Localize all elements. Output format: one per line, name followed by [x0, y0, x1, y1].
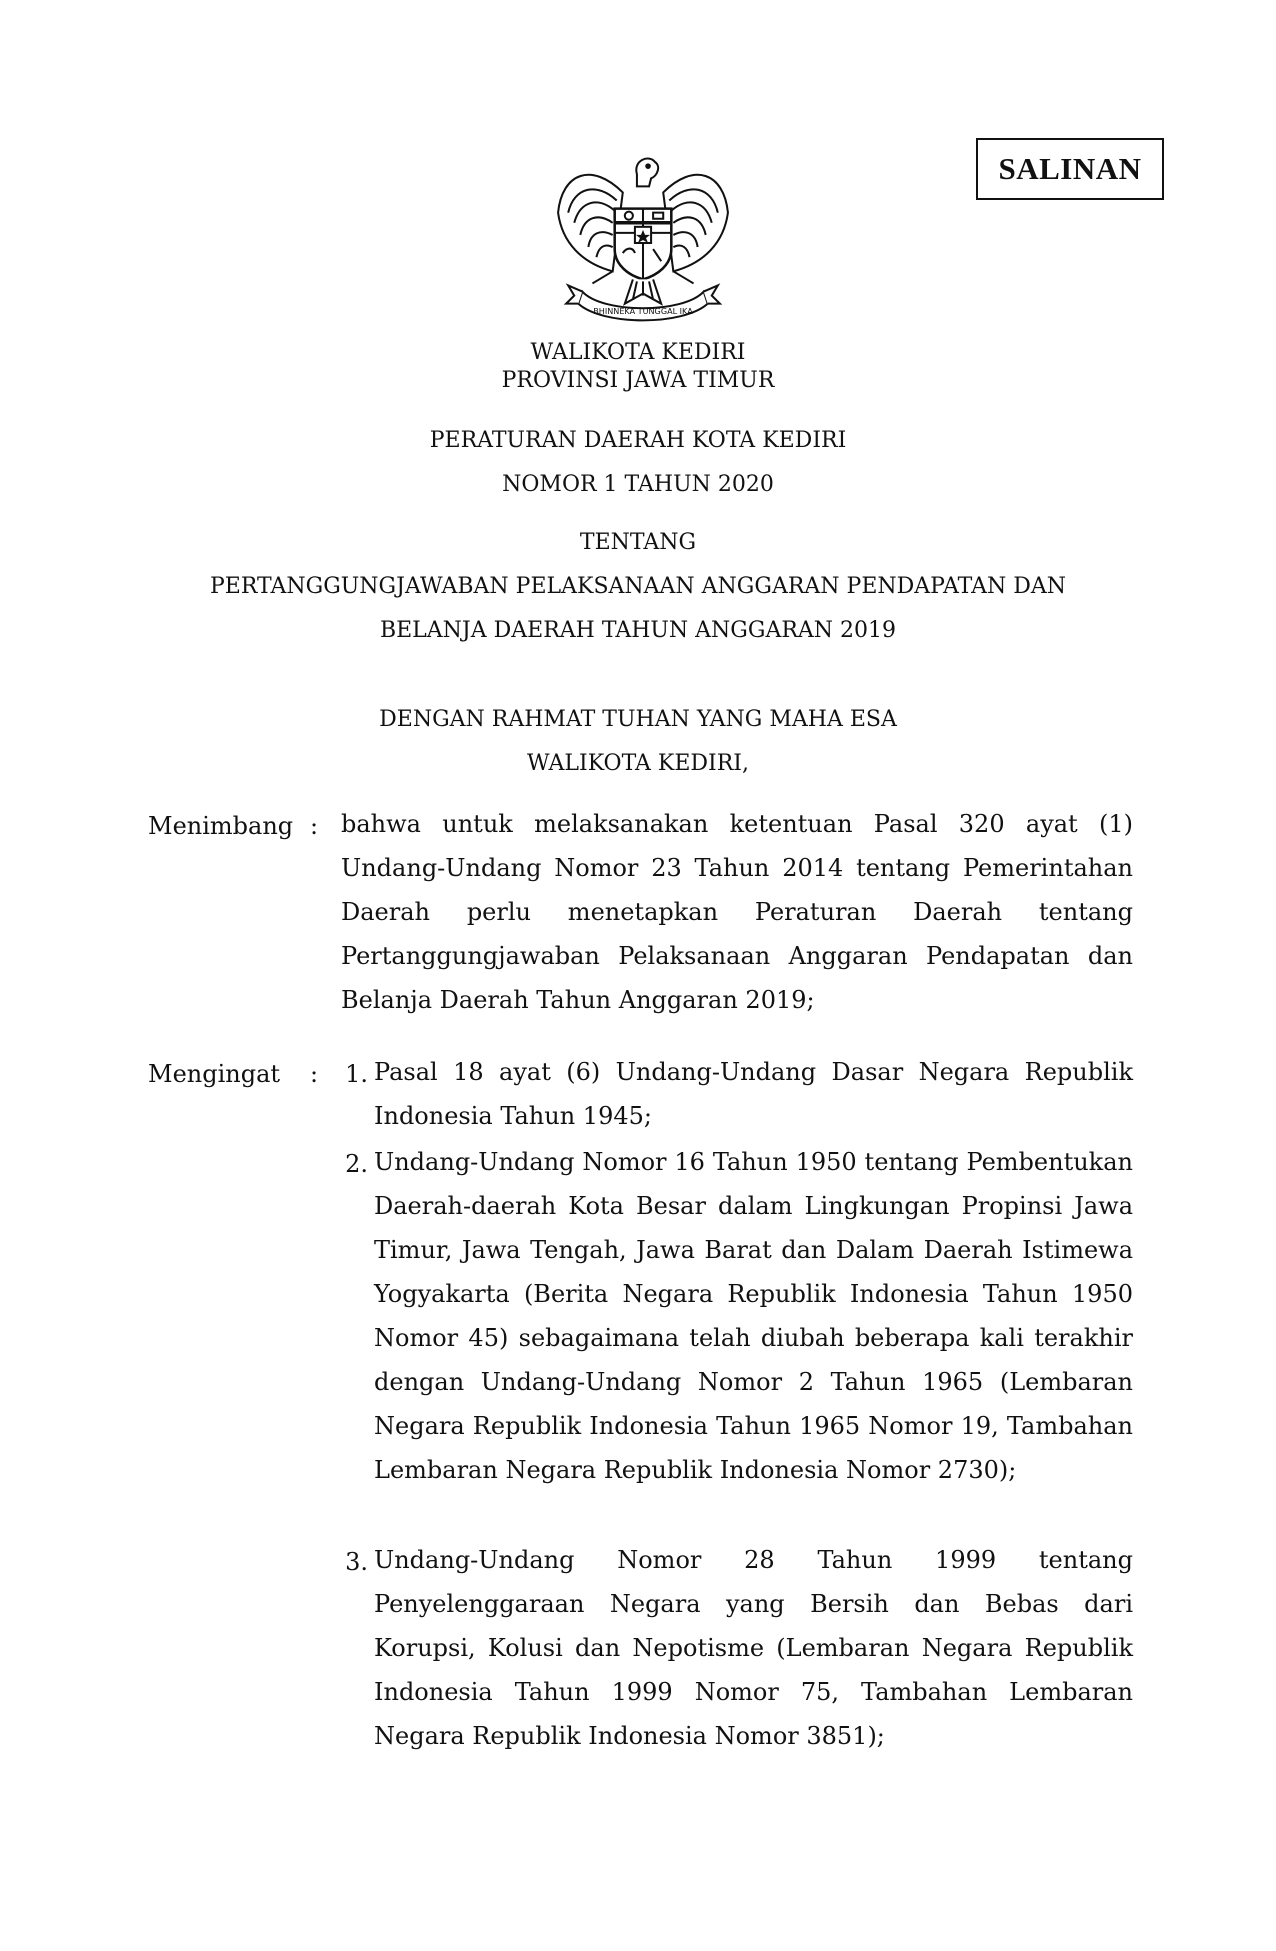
preamble-line-1: DENGAN RAHMAT TUHAN YANG MAHA ESA [379, 707, 897, 732]
menimbang-text: bahwa untuk melaksanakan ketentuan Pasal 320 ayat (1) Undang-Undang Nomor 23 Tahun 2014 tentang Pemerintahan Daerah perlu menetapkan Peraturan Daerah tentang Pertanggungjawaban Pelaksanaan Anggaran Pendapatan dan Belanja Daerah Tahun Anggaran 2019; [341, 810, 1133, 1014]
mengingat-item-text: Pasal 18 ayat (6) Undang-Undang Dasar Negara Republik Indonesia Tahun 1945; [374, 1058, 1133, 1130]
mengingat-item-number: 1. [345, 1060, 368, 1088]
mengingat-item-number: 3. [345, 1548, 368, 1576]
menimbang-label: Menimbang [148, 812, 294, 840]
menimbang-colon: : [310, 812, 319, 840]
regulation-title: PERATURAN DAERAH KOTA KEDIRI [429, 428, 847, 453]
mengingat-colon: : [310, 1060, 319, 1088]
mengingat-label: Mengingat [148, 1060, 281, 1088]
preamble-line-2: WALIKOTA KEDIRI, [526, 751, 749, 776]
mengingat-item-text: Undang-Undang Nomor 16 Tahun 1950 tentang Pembentukan Daerah-daerah Kota Besar dalam Lingkungan Propinsi Jawa Timur, Jawa Tengah, Jawa Barat dan Dalam Daerah Istimewa Yogyakarta (Berita Negara Republik Indonesia Tahun 1950 Nomor 45) sebagaimana telah diubah beberapa kali terakhir dengan Undang-Undang Nomor 2 Tahun 1965 (Lembaran Negara Republik Indonesia Tahun 1965 Nomor 19, Tambahan Lembaran Negara Republik Indonesia Nomor 2730); [374, 1148, 1133, 1484]
salinan-stamp: SALINAN [976, 138, 1164, 200]
regulation-number: NOMOR 1 TAHUN 2020 [502, 472, 774, 497]
mengingat-item-number: 2. [345, 1150, 368, 1178]
regulation-about: TENTANG [579, 530, 697, 555]
emblem-motto: BHINNEKA TUNGGAL IKA [593, 305, 693, 316]
garuda-emblem-icon [552, 152, 734, 334]
regulation-subject-line-1: PERTANGGUNGJAWABAN PELAKSANAAN ANGGARAN PENDAPATAN DAN [209, 574, 1067, 599]
header-line-1: WALIKOTA KEDIRI [530, 340, 746, 365]
mengingat-item-text: Undang-Undang Nomor 28 Tahun 1999 tentang Penyelenggaraan Negara yang Bersih dan Bebas dari Korupsi, Kolusi dan Nepotisme (Lembaran Negara Republik Indonesia Tahun 1999 Nomor 75, Tambahan Lembaran Negara Republik Indonesia Nomor 3851); [374, 1546, 1133, 1750]
regulation-subject-line-2: BELANJA DAERAH TAHUN ANGGARAN 2019 [379, 618, 897, 643]
header-line-2: PROVINSI JAWA TIMUR [501, 368, 775, 393]
